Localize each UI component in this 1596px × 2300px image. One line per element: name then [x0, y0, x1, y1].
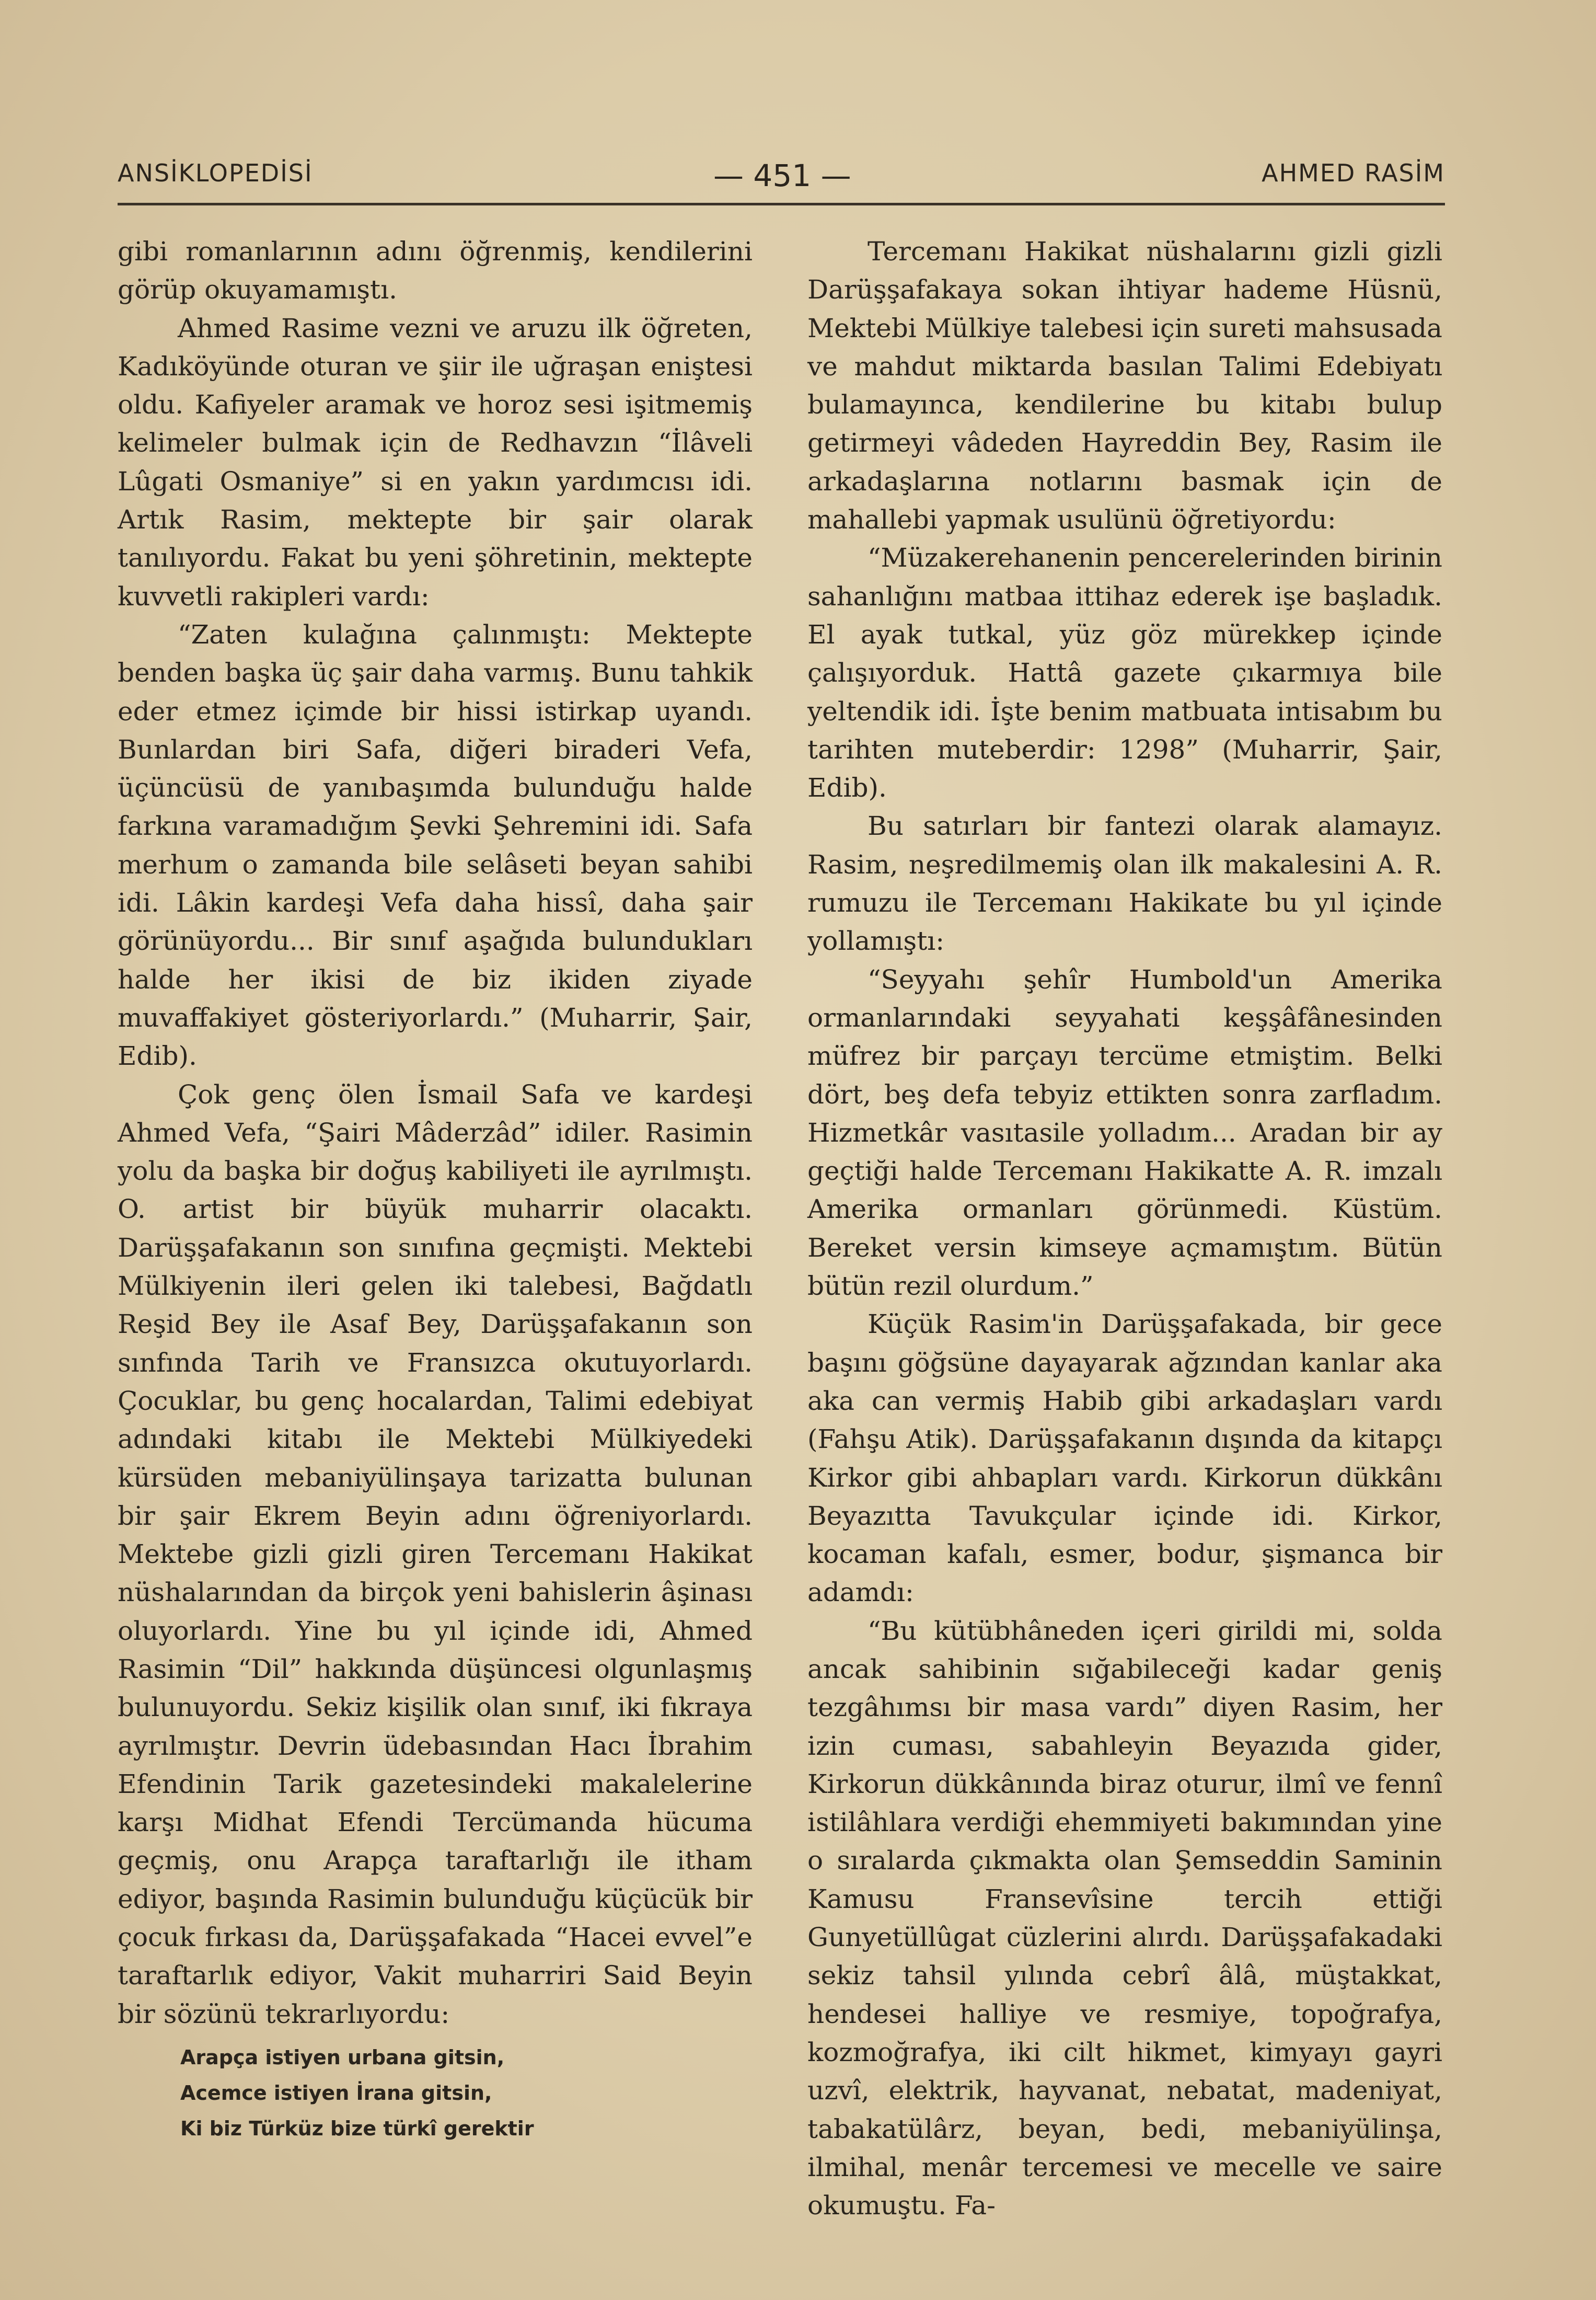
verse-quote	[180, 2040, 753, 2146]
header-right: AHMED RASİM	[1262, 159, 1445, 187]
verse-line: Arapça istiyen urbana gitsin,	[180, 2045, 505, 2069]
paragraph: Çok genç ölen İsmail Safa ve kardeşi Ahmed Vefa, “Şairi Mâderzâd” idiler. Rasimin yolu da başka bir doğuş kabiliyeti ile ayrılmıştı. O. artist bir büyük muharrir olacaktı. Darüşşafakanın son sınıfına geçmişti. Mektebi Mülkiyenin ileri gelen iki talebesi, Bağdatlı Reşid Bey ile Asaf Bey, Darüşşafakanın son sınfında Tarih ve Fransızca okutuyorlardı. Çocuklar, bu genç hocalardan, Talimi edebiyat adındaki kitabı ile Mektebi Mülkiyedeki kürsüden mebaniyülinşaya tarizatta bulunan bir şair Ekrem Beyin adını öğreniyorlardı. Mektebe gizli gizli giren Tercemanı Hakikat nüshalarından da birçok yeni bahislerin âşinası oluyorlardı. Yine bu yıl içinde idi, Ahmed Rasimin “Dil” hakkında düşüncesi olgunlaşmış bulunuyordu. Sekiz kişilik olan sınıf, iki fıkraya ayrılmıştır. Devrin üdebasından Hacı İbrahim Efendinin Tarik gazetesindeki makalelerine karşı Midhat Efendi Tercümanda hücuma geçmiş, onu Arapça taraftarlığı ile itham ediyor, başında Rasimin bulunduğu küçücük bir çocuk fırkası da, Darüşşafakada “Hacei evvel”e taraftarlık ediyor, Vakit muharriri Said Beyin bir sözünü tekrarlıyordu:	[118, 1079, 753, 2029]
page-number: — 451 —	[713, 158, 851, 193]
verse-line: Acemce istiyen İrana gitsin,	[180, 2081, 492, 2104]
running-header	[118, 157, 1445, 199]
right-column	[807, 233, 1442, 2225]
paragraph: “Müzakerehanenin pencerelerinden birinin sahanlığını matbaa ittihaz ederek işe başladık. El ayak tutkal, yüz göz mürekkep içinde çalışıyorduk. Hattâ gazete çıkarmıya bile yeltendik idi. İşte benim matbuata intisabım bu tarihten muteberdir: 1298” (Muharrir, Şair, Edib).	[807, 543, 1442, 803]
paragraph: gibi romanlarının adını öğrenmiş, kendilerini görüp okuyamamıştı.	[118, 236, 753, 305]
paragraph: “Bu kütübhâneden içeri girildi mi, solda ancak sahibinin sığabileceği kadar geniş tezgâhımsı bir masa vardı” diyen Rasim, her izin cuması, sabahleyin Beyazıda gider, Kirkorun dükkânında biraz oturur, ilmî ve fennî istilâhlara verdiği ehemmiyeti bakımından yine o sıralarda çıkmakta olan Şemseddin Saminin Kamusu Fransevîsine tercih ettiği Gunyetüllûgat cüzlerini alırdı. Darüşşafakadaki sekiz tahsil yılında cebrî âlâ, müştakkat, hendesei halliye ve resmiye, topoğrafya, kozmoğrafya, iki cilt hikmet, kimyayı gayri uzvî, elektrik, hayvanat, nebatat, madeniyat, tabakatülârz, beyan, bedi, mebaniyülinşa, ilmihal, menâr tercemesi ve mecelle ve saire okumuştu. Fa-	[807, 1615, 1442, 2221]
paragraph: Küçük Rasim'in Darüşşafakada, bir gece başını göğsüne dayayarak ağzından kanlar aka aka can vermiş Habib gibi arkadaşları vardı (Fahşu Atik). Darüşşafakanın dışında da kitapçı Kirkor gibi ahbapları vardı. Kirkorun dükkânı Beyazıtta Tavukçular içinde idi. Kirkor, kocaman kafalı, esmer, bodur, şişmanca bir adamdı:	[807, 1309, 1442, 1608]
paragraph: “Seyyahı şehîr Humbold'un Amerika ormanlarındaki seyyahati keşşâfânesinden müfrez bir parçayı tercüme etmiştim. Belki dört, beş defa tebyiz ettikten sonra zarfladım. Hizmetkâr vasıtasile yolladım... Aradan bir ay geçtiği halde Tercemanı Hakikatte A. R. imzalı Amerika ormanları görünmedi. Küstüm. Bereket versin kimseye açmamıştım. Bütün bütün rezil olurdum.”	[807, 964, 1442, 1302]
paragraph: Bu satırları bir fantezi olarak alamayız. Rasim, neşredilmemiş olan ilk makalesini A. R. rumuzu ile Tercemanı Hakikate bu yıl içinde yollamıştı:	[807, 811, 1442, 957]
left-column	[118, 233, 753, 2146]
header-left: ANSİKLOPEDİSİ	[118, 159, 313, 187]
paragraph: “Zaten kulağına çalınmıştı: Mektepte benden başka üç şair daha varmış. Bunu tahkik eder etmez içimde bir hissi istirkap uyandı. Bunlardan biri Safa, diğeri biraderi Vefa, üçüncüsü de yanıbaşımda bulunduğu halde farkına varamadığım Şevki Şehremini idi. Safa merhum o zamanda bile selâseti beyan sahibi idi. Lâkin kardeşi Vefa daha hissî, daha şair görünüyordu... Bir sınıf aşağıda bulundukları halde her ikisi de biz ikiden ziyade muvaffakiyet gösteriyorlardı.” (Muharrir, Şair, Edib).	[118, 619, 753, 1072]
paragraph: Tercemanı Hakikat nüshalarını gizli gizli Darüşşafakaya sokan ihtiyar hademe Hüsnü, Mektebi Mülkiye talebesi için sureti mahsusada ve mahdut miktarda basılan Talimi Edebiyatı bulamayınca, kendilerine bu kitabı bulup getirmeyi vâdeden Hayreddin Bey, Rasim ile arkadaşlarına notlarını basmak için de mahallebi yapmak usulünü öğretiyordu:	[807, 236, 1442, 535]
verse-line: Ki biz Türküz bize türkî gerektir	[180, 2117, 534, 2140]
header-rule	[118, 203, 1445, 205]
paragraph: Ahmed Rasime vezni ve aruzu ilk öğreten, Kadıköyünde oturan ve şiir ile uğraşan eniştesi oldu. Kafiyeler aramak ve horoz sesi işitmemiş kelimeler bulmak için de Redhavzın “İlâveli Lûgati Osmaniye” si en yakın yardımcısı idi. Artık Rasim, mektepte bir şair olarak tanılıyordu. Fakat bu yeni şöhretinin, mektepte kuvvetli rakipleri vardı:	[118, 313, 753, 612]
